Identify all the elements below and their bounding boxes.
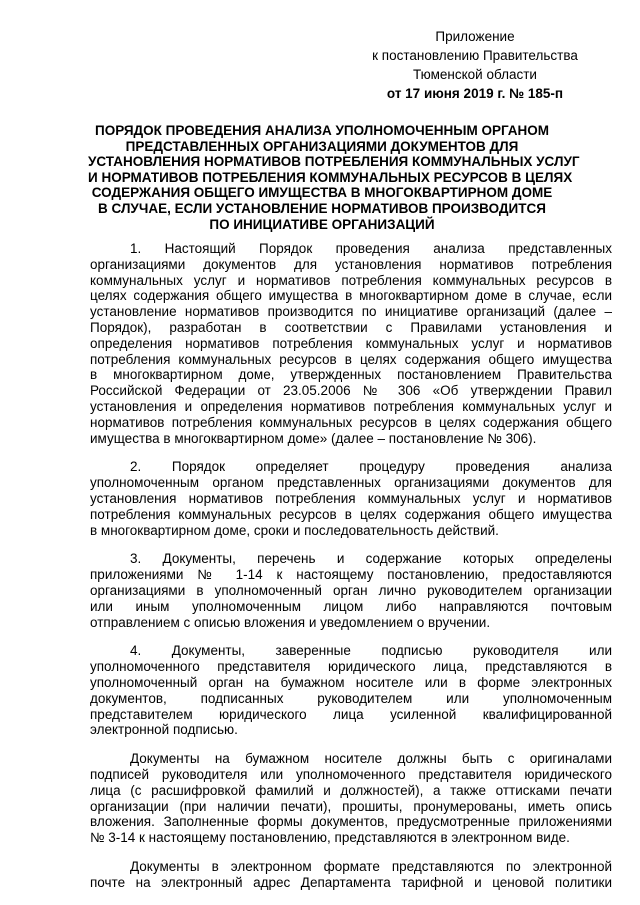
title-line: И НОРМАТИВОВ ПОТРЕБЛЕНИЯ КОММУНАЛЬНЫХ РЕСУРСОВ В ЦЕЛЯХ xyxy=(88,169,573,185)
text-line: нормативов потребления коммунальных ресурсов в целях содержания общего xyxy=(90,414,612,430)
text-line: потребления коммунальных ресурсов в целях содержания общего имущества xyxy=(90,506,612,522)
text-line: в многоквартирном доме, сроки и последовательность действий. xyxy=(90,522,499,538)
appendix-label: Приложение xyxy=(435,29,515,44)
text-line: документов, подписанных руководителем или уполномоченным xyxy=(90,690,612,706)
paragraph-1 xyxy=(90,241,612,446)
appendix-resolution-ref: к постановлению Правительства xyxy=(372,48,578,63)
text-line: уполномоченным органом представленных организациями документов для xyxy=(90,475,612,491)
paragraph-2 xyxy=(90,459,612,538)
text-line: Российской Федерации от 23.05.2006 № 306 «Об утверждении Правил xyxy=(90,383,612,399)
text-line: № 3-14 к настоящему постановлению, представляются в электронном виде. xyxy=(90,830,570,846)
text-line: организациями в уполномоченный орган лично руководителем организации xyxy=(90,582,612,598)
document-title xyxy=(88,123,580,232)
text-line: Документы на бумажном носителе должны быть с оригиналами xyxy=(130,751,612,767)
appendix-header xyxy=(355,27,595,103)
title-line: ПО ИНИЦИАТИВЕ ОРГАНИЗАЦИЙ xyxy=(209,216,435,232)
text-line: Документы в электронном формате представляются по электронной xyxy=(130,858,612,874)
text-line: организациями документов для установления нормативов потребления xyxy=(90,256,612,272)
title-line: УСТАНОВЛЕНИЯ НОРМАТИВОВ ПОТРЕБЛЕНИЯ КОММУНАЛЬНЫХ УСЛУГ xyxy=(88,154,580,170)
text-line: целях содержания общего имущества в многоквартирном доме в случае, если xyxy=(90,288,612,304)
text-line: подписей руководителя или уполномоченного представителя юридического xyxy=(90,766,612,782)
title-line: В СЛУЧАЕ, ЕСЛИ УСТАНОВЛЕНИЕ НОРМАТИВОВ ПРОИЗВОДИТСЯ xyxy=(98,200,546,216)
text-line: уполномоченного представителя юридического лица, представляются в xyxy=(90,659,612,675)
text-line: установление нормативов производится по инициативе организаций (далее – xyxy=(90,304,612,320)
text-line: установления нормативов потребления коммунальных услуг и нормативов xyxy=(90,490,612,506)
text-line: почте на электронный адрес Департамента тарифной и ценовой политики xyxy=(90,874,612,890)
text-line: лица (с расшифровкой фамилий и должностей), а также оттисками печати xyxy=(90,782,612,798)
text-line: в многоквартирном доме, утвержденных постановлением Правительства xyxy=(90,367,612,383)
paragraph-6 xyxy=(90,859,612,891)
paragraph-4 xyxy=(90,643,612,738)
text-line: отправлением с описью вложения и уведомлением о вручении. xyxy=(90,614,491,630)
text-line: уполномоченный орган на бумажном носителе или в форме электронных xyxy=(90,674,612,690)
document-body xyxy=(90,241,612,903)
paragraph-5 xyxy=(90,751,612,846)
text-line: потребления коммунальных ресурсов в целях содержания общего имущества xyxy=(90,351,612,367)
text-line: установления и определения нормативов потребления коммунальных услуг и xyxy=(90,398,612,414)
title-line: ПОРЯДОК ПРОВЕДЕНИЯ АНАЛИЗА УПОЛНОМОЧЕННЫМ ОРГАНОМ xyxy=(94,123,550,138)
text-line: или иным уполномоченным лицом либо направляются почтовым xyxy=(90,598,612,614)
text-line: Порядок), разработан в соответствии с Правилами установления и xyxy=(90,319,612,335)
paragraph-3 xyxy=(90,551,612,630)
text-line: 2. Порядок определяет процедуру проведения анализа xyxy=(130,459,612,475)
title-line: ПРЕДСТАВЛЕННЫХ ОРГАНИЗАЦИЯМИ ДОКУМЕНТОВ ДЛЯ xyxy=(125,138,519,154)
text-line: организации (при наличии печати), прошиты, пронумерованы, иметь опись xyxy=(90,798,612,814)
appendix-region: Тюменской области xyxy=(413,67,537,82)
appendix-date-number: от 17 июня 2019 г. № 185-п xyxy=(386,86,564,101)
text-line: 3. Документы, перечень и содержание которых определены xyxy=(130,551,612,567)
text-line: 1. Настоящий Порядок проведения анализа представленных xyxy=(130,241,612,256)
text-line: 4. Документы, заверенные подписью руководителя или xyxy=(130,643,612,659)
title-line: СОДЕРЖАНИЯ ОБЩЕГО ИМУЩЕСТВА В МНОГОКВАРТИРНОМ ДОМЕ xyxy=(91,185,553,201)
text-line: электронной подписью. xyxy=(90,722,238,738)
text-line: приложениями № 1-14 к настоящему постановлению, предоставляются xyxy=(90,567,612,583)
text-line: коммунальных услуг и нормативов потребления коммунальных ресурсов в xyxy=(90,272,612,288)
text-line: представителем юридического лица усиленной квалифицированной xyxy=(90,706,612,722)
text-line: определения нормативов потребления коммунальных услуг и нормативов xyxy=(90,335,612,351)
text-line: имущества в многоквартирном доме» (далее – постановление № 306). xyxy=(90,430,537,446)
text-line: вложения. Заполненные формы документов, предусмотренные приложениями xyxy=(90,814,612,830)
